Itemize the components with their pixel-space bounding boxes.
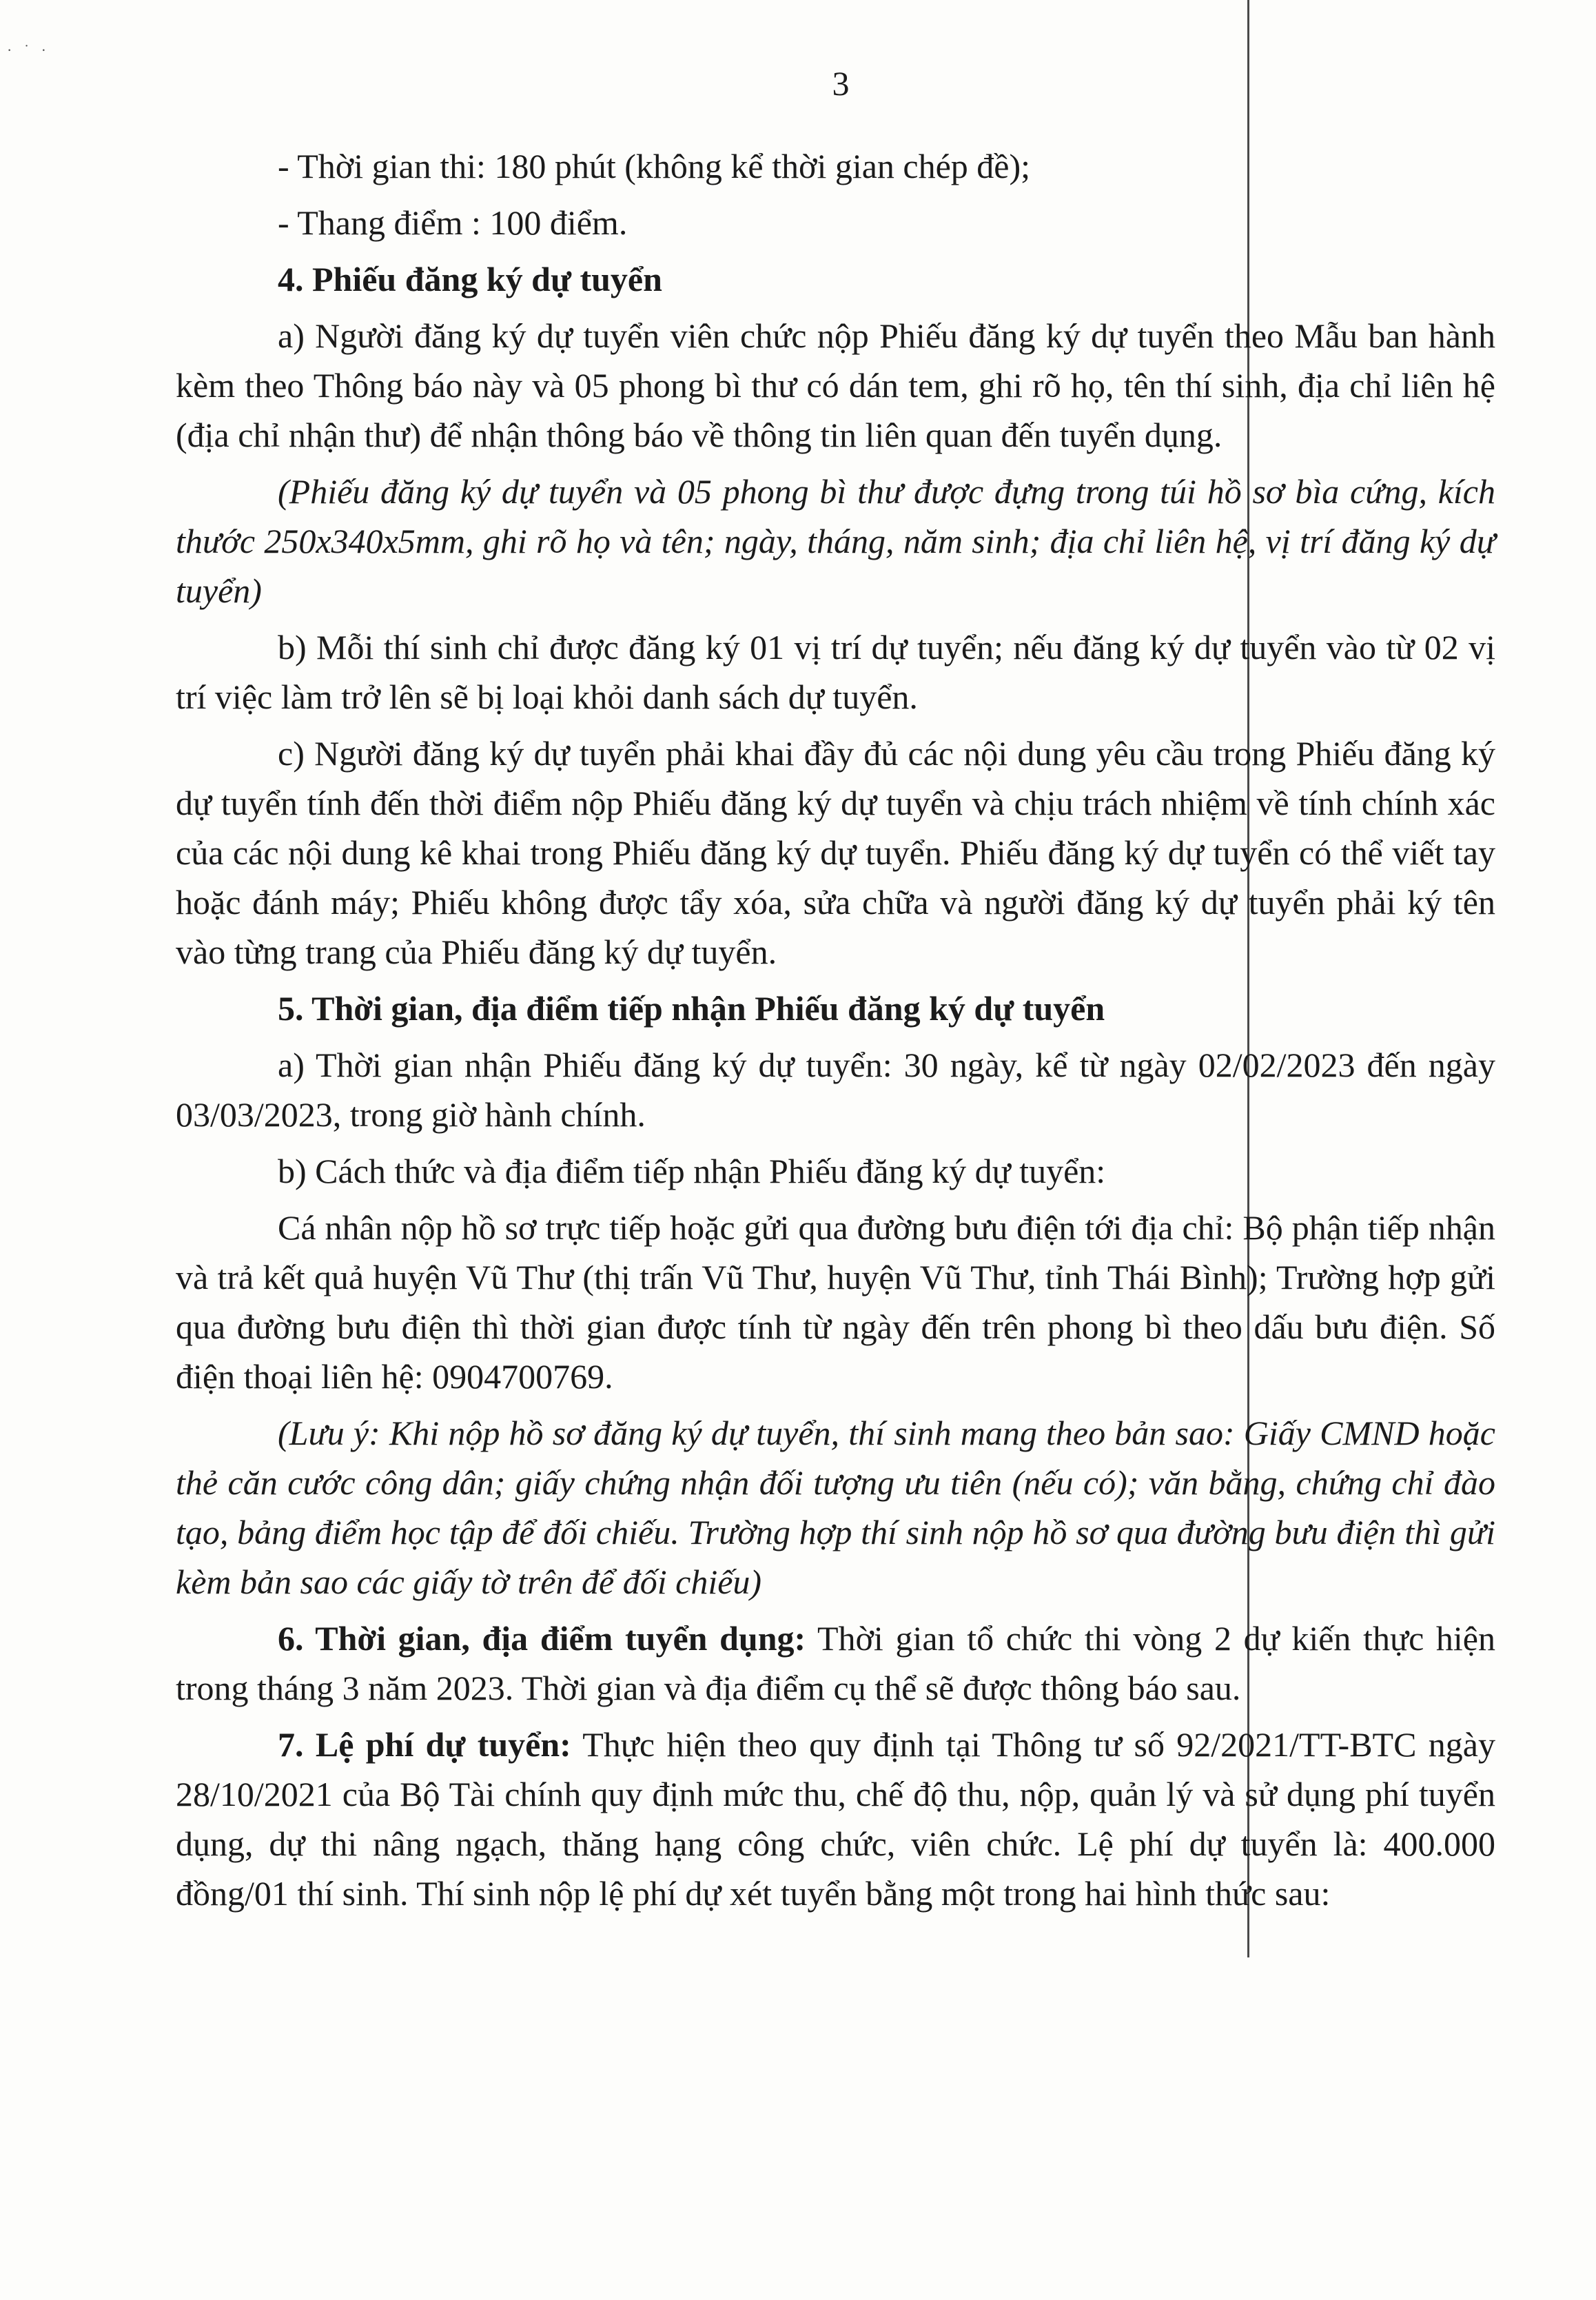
section-7 xyxy=(176,1720,1495,1918)
section-4-a: a) Người đăng ký dự tuyển viên chức nộp Phiếu đăng ký dự tuyển theo Mẫu ban hành kèm theo Thông báo này và 05 phong bì thư có dán tem, ghi rõ họ, tên thí sinh, địa chỉ liên hệ (địa chỉ nhận thư) để nhận thông báo về thông tin liên quan đến tuyển dụng. xyxy=(176,316,1495,454)
section-5-b: b) Cách thức và địa điểm tiếp nhận Phiếu đăng ký dự tuyển: xyxy=(278,1152,1106,1190)
scan-specks: · ˙ · xyxy=(7,41,50,59)
score-scale: - Thang điểm : 100 điểm. xyxy=(278,203,628,242)
section-4-c: c) Người đăng ký dự tuyển phải khai đầy đủ các nội dung yêu cầu trong Phiếu đăng ký dự tuyển tính đến thời điểm nộp Phiếu đăng ký dự tuyển và chịu trách nhiệm về tính chính xác của các nội dung kê khai trong Phiếu đăng ký dự tuyển. Phiếu đăng ký dự tuyển có thể viết tay hoặc đánh máy; Phiếu không được tẩy xóa, sửa chữa và người đăng ký dự tuyển phải ký tên vào từng trang của Phiếu đăng ký dự tuyển. xyxy=(176,734,1495,971)
page-number: 3 xyxy=(832,64,850,103)
section-6-text: Thời gian tổ chức thi vòng 2 dự kiến thực hiện trong tháng 3 năm 2023. Thời gian và địa điểm cụ thể sẽ được thông báo sau. xyxy=(176,1619,1495,1707)
section-4-b: b) Mỗi thí sinh chỉ được đăng ký 01 vị trí dự tuyển; nếu đăng ký dự tuyển vào từ 02 vị trí việc làm trở lên sẽ bị loại khỏi danh sách dự tuyển. xyxy=(176,628,1495,716)
section-4-heading: 4. Phiếu đăng ký dự tuyển xyxy=(278,260,662,298)
document-body xyxy=(176,141,1495,1918)
section-7-heading: 7. Lệ phí dự tuyển: xyxy=(278,1725,571,1764)
section-4-a-note: (Phiếu đăng ký dự tuyển và 05 phong bì thư được đựng trong túi hồ sơ bìa cứng, kích thước 250x340x5mm, ghi rõ họ và tên; ngày, tháng, năm sinh; địa chỉ liên hệ, vị trí đăng ký dự tuyển) xyxy=(176,472,1495,610)
section-5-a: a) Thời gian nhận Phiếu đăng ký dự tuyển: 30 ngày, kể từ ngày 02/02/2023 đến ngày 03/03/2023, trong giờ hành chính. xyxy=(176,1046,1495,1134)
section-5-heading: 5. Thời gian, địa điểm tiếp nhận Phiếu đăng ký dự tuyển xyxy=(278,989,1105,1028)
section-6 xyxy=(176,1614,1495,1713)
section-6-heading: 6. Thời gian, địa điểm tuyển dụng: xyxy=(278,1619,806,1658)
exam-duration: - Thời gian thi: 180 phút (không kể thời gian chép đề); xyxy=(278,147,1031,185)
section-7-text: Thực hiện theo quy định tại Thông tư số 92/2021/TT-BTC ngày 28/10/2021 của Bộ Tài chính quy định mức thu, chế độ thu, nộp, quản lý và sử dụng phí tuyển dụng, dự thi nâng ngạch, thăng hạng công chức, viên chức. Lệ phí dự tuyển là: 400.000 đồng/01 thí sinh. Thí sinh nộp lệ phí dự xét tuyển bằng một trong hai hình thức sau: xyxy=(176,1725,1495,1913)
section-5-note: (Lưu ý: Khi nộp hồ sơ đăng ký dự tuyển, thí sinh mang theo bản sao: Giấy CMND hoặc thẻ căn cước công dân; giấy chứng nhận đối tượng ưu tiên (nếu có); văn bằng, chứng chỉ đào tạo, bảng điểm học tập để đối chiếu. Trường hợp thí sinh nộp hồ sơ qua đường bưu điện thì gửi kèm bản sao các giấy tờ trên để đối chiếu) xyxy=(176,1414,1495,1601)
section-5-b-detail: Cá nhân nộp hồ sơ trực tiếp hoặc gửi qua đường bưu điện tới địa chỉ: Bộ phận tiếp nhận và trả kết quả huyện Vũ Thư (thị trấn Vũ Thư, huyện Vũ Thư, tỉnh Thái Bình); Trường hợp gửi qua đường bưu điện thì thời gian được tính từ ngày đến trên phong bì theo dấu bưu điện. Số điện thoại liên hệ: 0904700769. xyxy=(176,1208,1495,1396)
